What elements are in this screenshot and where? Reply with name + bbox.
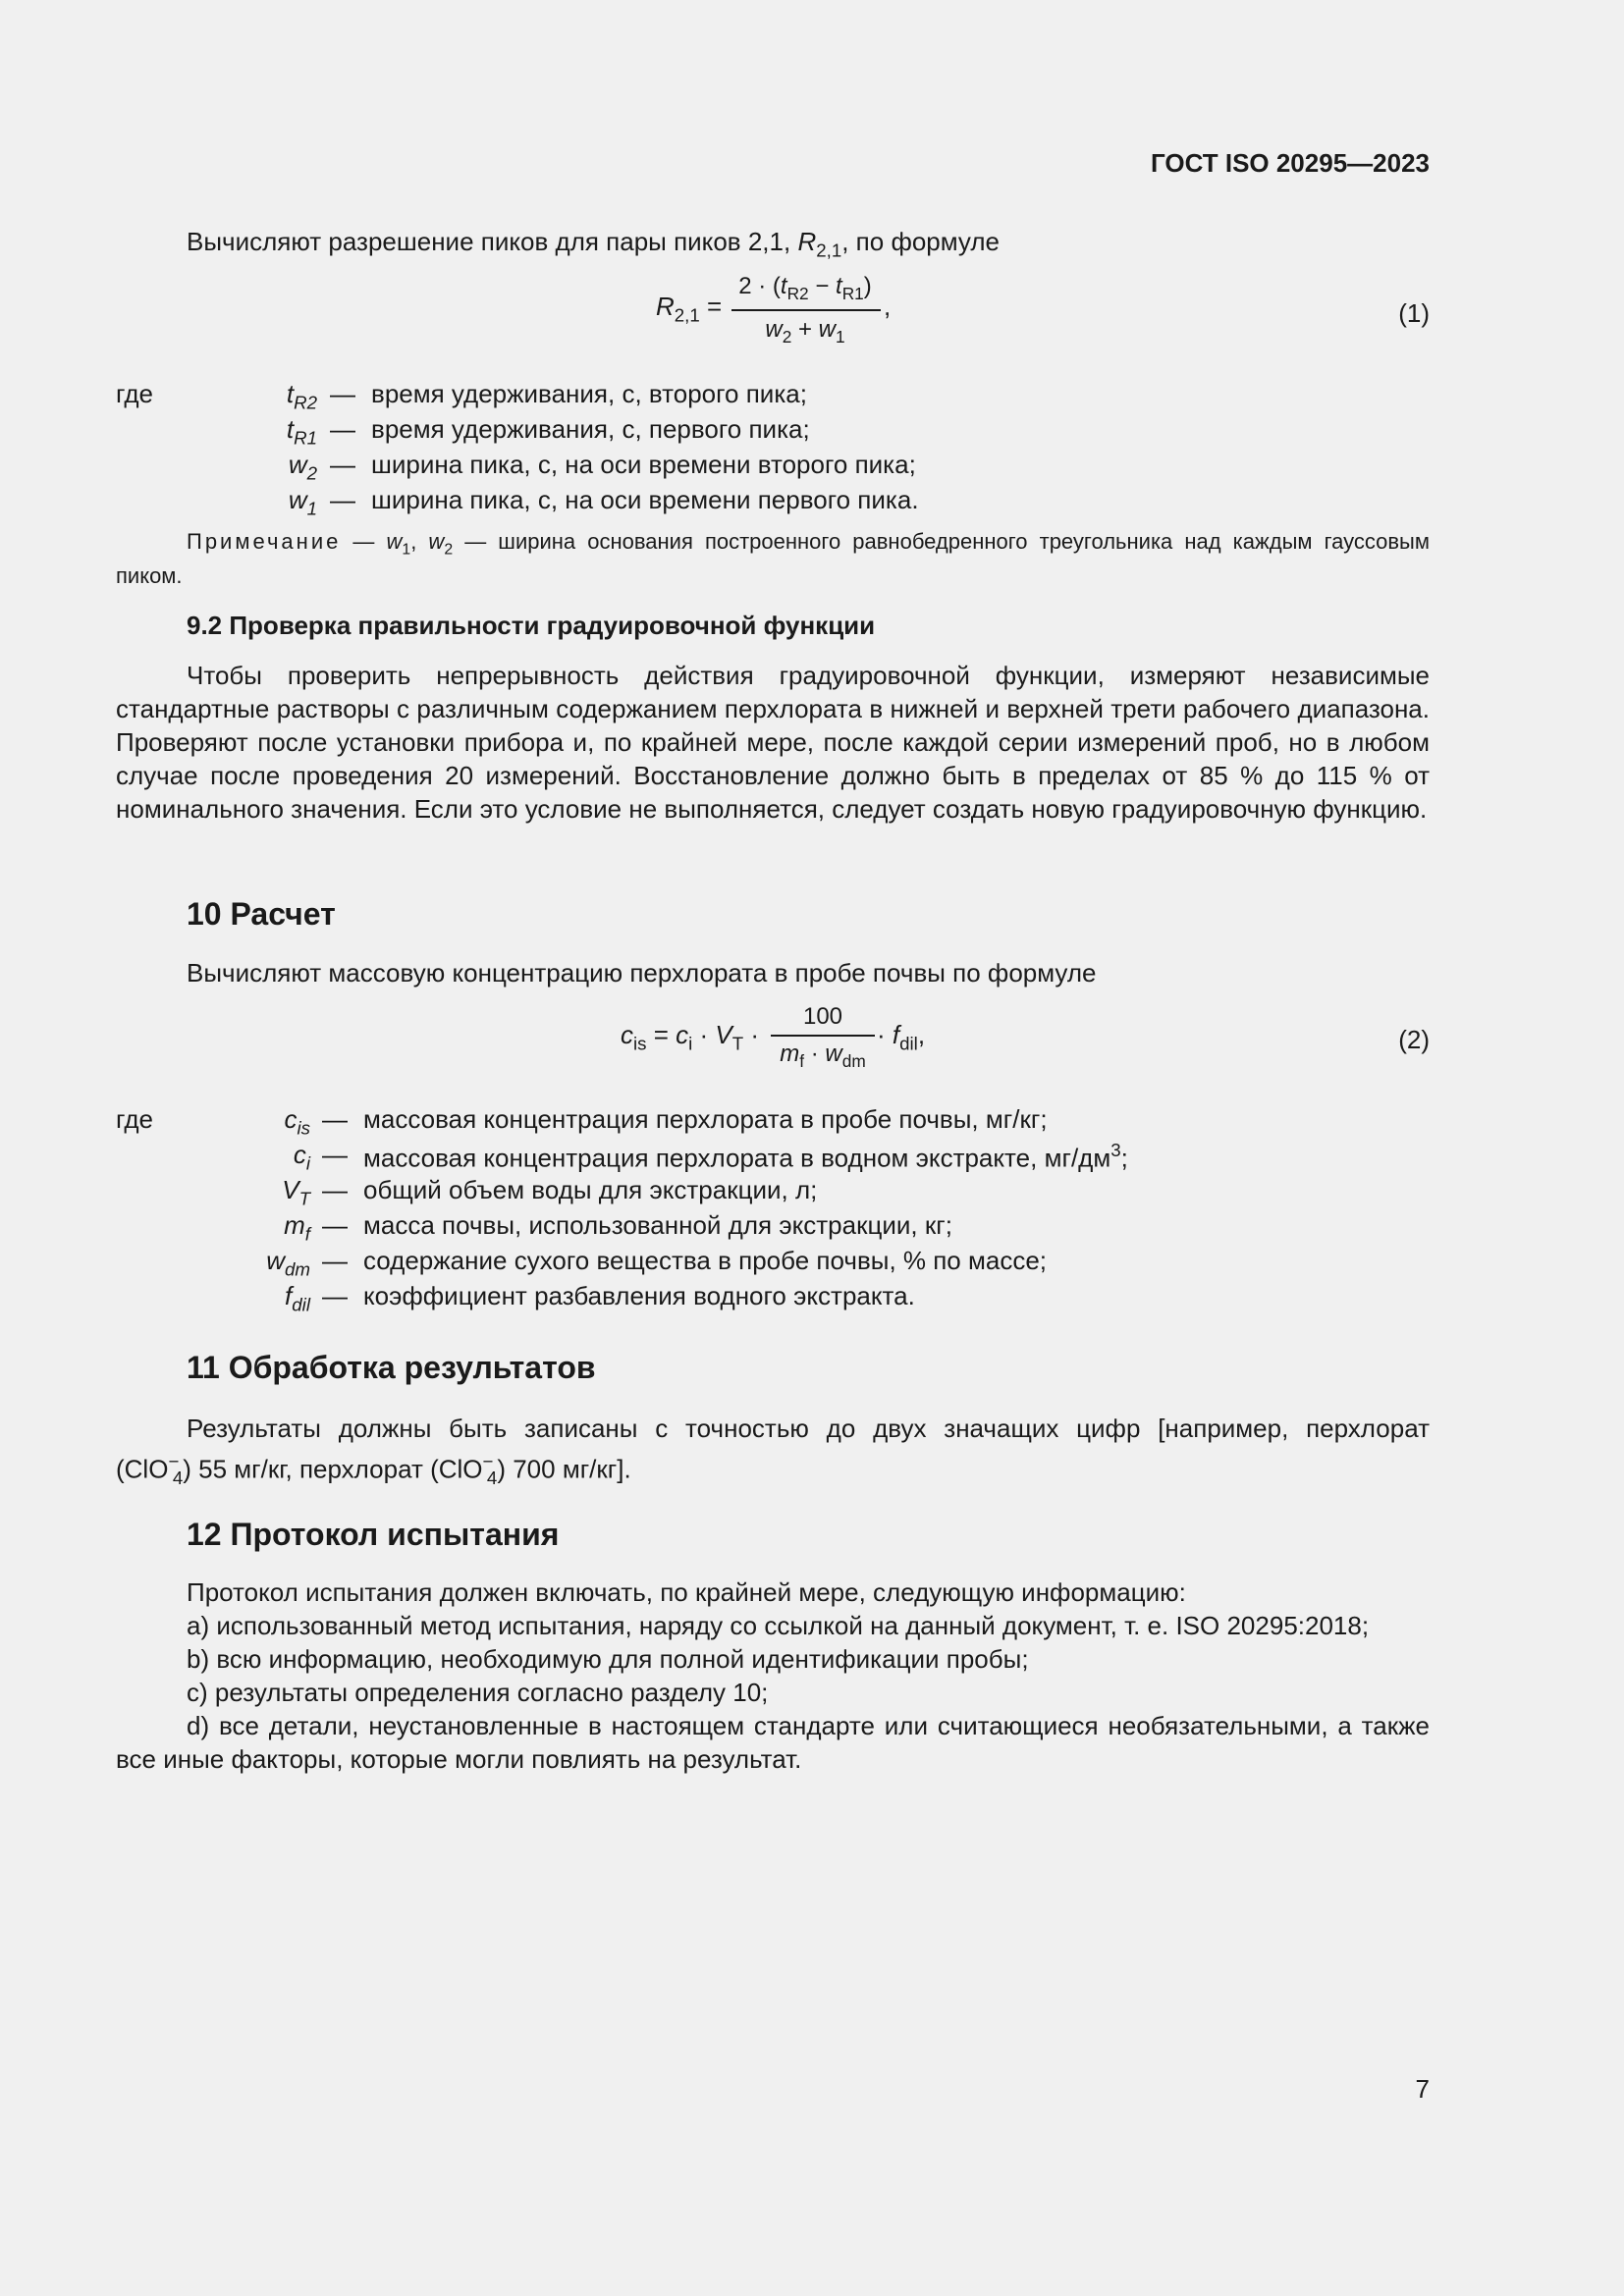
document-id: ГОСТ ISO 20295—2023 xyxy=(1150,148,1430,178)
section-heading-10: 10 Расчет xyxy=(187,896,336,932)
section-heading-9-2: 9.2 Проверка правильности градуировочной функции xyxy=(187,611,876,640)
note: Примечание — $w_1$, $w_2$ — ширина основания построенного равнобедренного треугольника над каждым гауссовым пиком. xyxy=(116,529,1430,588)
definition-row: $w_2$ — ширина пика, с, на оси времени второго пика; xyxy=(288,450,916,484)
eq2-tail: · $f_{dil}$, xyxy=(877,1020,926,1054)
list-item: a) использованный метод испытания, наряду со ссылкой на данный документ, т. е. ISO 20295:2018; xyxy=(187,1611,1370,1640)
eq2-lhs: $c_{is} = c_i \cdot V_T$ · xyxy=(621,1020,760,1054)
note-label: Примечание xyxy=(187,529,342,554)
eq2-fraction-bar xyxy=(771,1035,875,1037)
section-9-2-paragraph: Чтобы проверить непрерывность действия градуировочной функции, измеряют независимые стандартные растворы с различным содержанием перхлората в нижней и верхней трети рабочего диапазона. Проверяют после установки прибора и, по крайней мере, после каждой серии измерений проб, но в любом случае после проведения 20 измерений. Восстановление должно быть в пределах от 85 % до 115 % от номинального значения. Если это условие не выполняется, следует создать новую градуировочную функцию. xyxy=(116,661,1430,824)
section-11-paragraph: Результаты должны быть записаны с точностью до двух значащих цифр [например, перхлорат (ClO−$_4$) 55 мг/кг, перхлорат (ClO−$_4$) 700 мг/кг]. xyxy=(116,1414,1430,1488)
definition-row: $t_{R1}$ — время удерживания, с, первого пика; xyxy=(286,414,810,449)
equation-number-2: (2) xyxy=(1398,1025,1430,1054)
section-12-intro: Протокол испытания должен включать, по крайней мере, следующую информацию: xyxy=(187,1577,1186,1607)
section-12-body xyxy=(116,1575,1430,1776)
definition-row: $f_{dil}$ — коэффициент разбавления водного экстракта. xyxy=(285,1281,915,1315)
definition-row: $w_1$ — ширина пика, с, на оси времени первого пика. xyxy=(288,485,919,519)
list-item: d) все детали, неустановленные в настоящем стандарте или считающиеся необязательными, а также все иные факторы, которые могли повлиять на результат. xyxy=(116,1711,1430,1774)
where-label: где xyxy=(116,379,153,408)
list-item: c) результаты определения согласно разделу 10; xyxy=(187,1678,769,1707)
section-heading-12: 12 Протокол испытания xyxy=(187,1517,560,1552)
list-item: b) всю информацию, необходимую для полной идентификации пробы; xyxy=(187,1644,1029,1674)
equation-number-1: (1) xyxy=(1398,298,1430,328)
where-label: где xyxy=(116,1104,153,1134)
eq1-lhs: $R_{2,1}$ = xyxy=(656,292,723,326)
eq2-denominator: $m_f \cdot w_{dm}$ xyxy=(780,1041,866,1072)
definition-row: $c_i$ — массовая концентрация перхлората в водном экстракте, $мг/дм^3$; xyxy=(293,1140,1128,1174)
eq1-denominator: $w_2 + w_1$ xyxy=(765,316,845,347)
formula-intro-1: Вычисляют разрешение пиков для пары пиков 2,1, $R_{2,1}$, по формуле xyxy=(187,227,1000,261)
definition-row: $w_{dm}$ — содержание сухого вещества в пробе почвы, % по массе; xyxy=(266,1246,1048,1280)
eq1-comma: , xyxy=(884,292,892,321)
page-number: 7 xyxy=(1415,2074,1430,2104)
definition-row: где $c_{is}$ — массовая концентрация перхлората в пробе почвы, мг/кг; xyxy=(116,1104,1048,1139)
definition-row: $V_T$ — общий объем воды для экстракции, л; xyxy=(282,1175,818,1209)
eq1-numerator: $2 \cdot (t_{R2} - t_{R1})$ xyxy=(738,273,872,304)
eq1-fraction-bar xyxy=(731,309,881,311)
section-heading-11: 11 Обработка результатов xyxy=(187,1350,596,1385)
definition-row: где $t_{R2}$ — время удерживания, с, второго пика; xyxy=(116,379,807,413)
formula-intro-2: Вычисляют массовую концентрацию перхлората в пробе почвы по формуле xyxy=(187,958,1097,988)
eq2-numerator: 100 xyxy=(802,1003,843,1030)
definition-row: $m_f$ — масса почвы, использованной для экстракции, кг; xyxy=(284,1210,952,1245)
